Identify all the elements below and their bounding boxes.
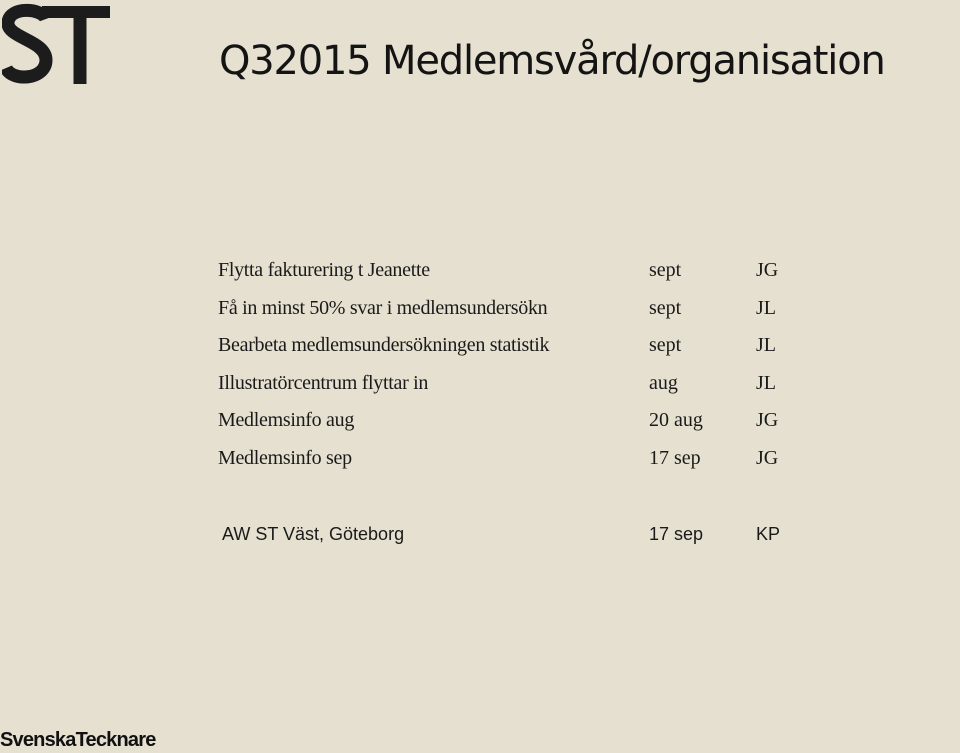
task-owner: KP (756, 524, 781, 544)
task-when: sept (649, 259, 682, 281)
task-owner: JG (756, 259, 779, 281)
table-row (222, 520, 842, 548)
task-list (218, 252, 838, 477)
task-when: 17 sep (649, 524, 704, 544)
task-when: sept (649, 296, 682, 319)
task-name: Få in minst 50% svar i medlemsundersökn (218, 296, 548, 319)
task-owner: JL (756, 296, 776, 319)
task-when: 17 sep (649, 446, 701, 469)
table-row (218, 402, 838, 440)
table-row (218, 290, 838, 328)
task-owner: JL (756, 334, 776, 356)
task-name: Flytta fakturering t Jeanette (218, 259, 430, 281)
st-logo-icon (2, 2, 114, 86)
table-row (218, 327, 838, 365)
task-owner: JG (756, 446, 779, 469)
task-when: aug (649, 371, 678, 394)
page-title: Q32015 Medlemsvård/organisation (219, 38, 885, 84)
task-when: 20 aug (649, 409, 703, 431)
task-name: Illustratörcentrum flyttar in (218, 371, 429, 394)
task-name: AW ST Väst, Göteborg (222, 524, 405, 544)
task-name: Medlemsinfo sep (218, 446, 352, 469)
task-owner: JG (756, 409, 779, 431)
brand-wordmark: SvenskaTecknare (0, 729, 156, 751)
table-row (218, 252, 838, 290)
task-when: sept (649, 334, 682, 356)
task-owner: JL (756, 371, 776, 394)
table-row (218, 440, 838, 478)
table-row (218, 365, 838, 403)
task-name: Bearbeta medlemsundersökningen statistik (218, 334, 550, 356)
task-name: Medlemsinfo aug (218, 409, 355, 431)
